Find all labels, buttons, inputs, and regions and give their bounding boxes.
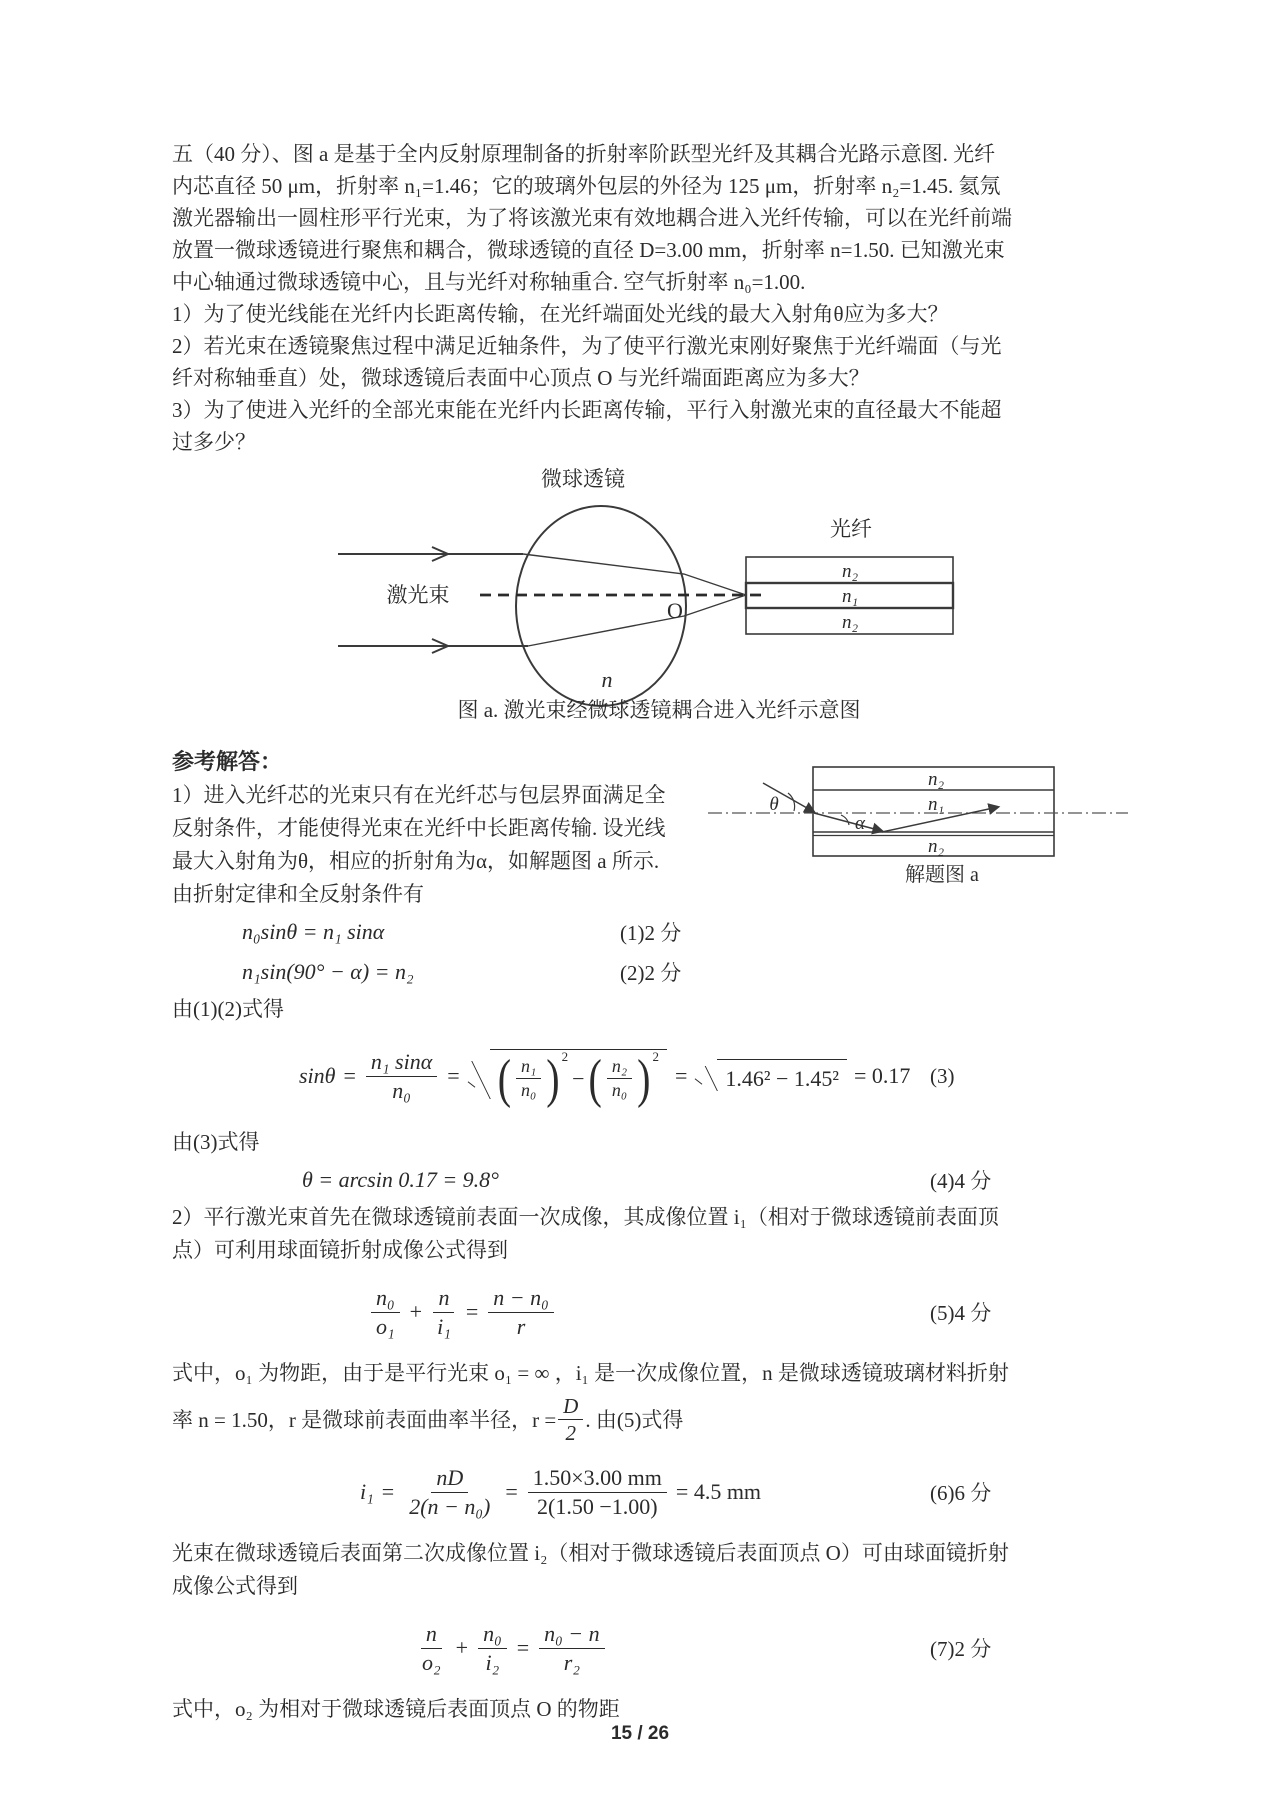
exponent: 2 <box>652 1048 659 1064</box>
cladding-label: n₂ <box>927 836 945 857</box>
close-paren: ) <box>637 1047 651 1109</box>
equation-6-tag: (6)6 分 <box>930 1481 992 1506</box>
equation-3-tag: (3) <box>930 1063 955 1088</box>
eq3-lhs: sinθ <box>299 1063 336 1088</box>
solution-line: 式中，o₂ 为相对于微球透镜后表面顶点 O 的物距 <box>172 1697 620 1722</box>
equation-1-body: n₀sinθ = n₁ sinα <box>242 919 385 944</box>
equation-7-body <box>415 1621 607 1675</box>
solution-line: 2）平行激光束首先在微球透镜前表面一次成像，其成像位置 i₁（相对于微球透镜前表面顶 <box>172 1205 999 1229</box>
radical: 1.46² − 1.45² <box>695 1059 847 1094</box>
fraction: $\frac{\text{n₁ sinα}}{\text{n₀}}$ <box>366 1049 437 1103</box>
minus-sign: − <box>572 1065 585 1091</box>
fraction: $\frac{\text{n₂}}{\text{n₀}}$ <box>607 1056 632 1100</box>
fiber-core-label: n₁ <box>841 586 859 607</box>
radical <box>468 1047 667 1109</box>
vertex-o-label: O <box>667 598 683 623</box>
equals-sign: = <box>447 1063 460 1088</box>
fraction: $\frac{\text{n₁}}{\text{n₀}}$ <box>516 1056 541 1100</box>
fraction: $\frac{n}{\text{o₂}}$ <box>422 1621 441 1675</box>
problem-line: 中心轴通过微球透镜中心，且与光纤对称轴重合. 空气折射率 n₀=1.00. <box>172 270 806 294</box>
solution-line: 点）可利用球面镜折射成像公式得到 <box>172 1238 508 1262</box>
problem-line: 过多少？ <box>172 430 256 454</box>
equation-4-body: θ = arcsin 0.17 = 9.8° <box>302 1167 499 1192</box>
fraction: $\frac{\text{n₀}}{\text{i₂}}$ <box>478 1621 507 1675</box>
equation-2 <box>172 953 1128 991</box>
equation-6-body <box>360 1465 761 1519</box>
open-paren: ( <box>588 1047 602 1109</box>
equation-3-body <box>299 1047 911 1109</box>
solution-line: 式中，o₁ 为物距，由于是平行光束 o₁ = ∞ ，i₁ 是一次成像位置，n 是微球透镜玻璃材料折射 <box>172 1361 1009 1385</box>
problem-line: 放置一微球透镜进行聚焦和耦合，微球透镜的直径 D=3.00 mm，折射率 n=1.50. 已知激光束 <box>172 238 1005 262</box>
equation-1-tag: (1)2 分 <box>620 921 682 945</box>
solution-line: 由折射定律和全反射条件有 <box>172 882 424 906</box>
fraction: $\frac{n}{\text{i₁}}$ <box>432 1285 456 1339</box>
exponent: 2 <box>561 1048 569 1064</box>
equation-3 <box>172 1028 1128 1124</box>
problem-line: 1）为了使光线能在光纤内长距离传输，在光纤端面处光线的最大入射角θ应为多大？ <box>172 302 949 326</box>
fraction: $\frac{nD}{\text{2(n − n₀)}}$ <box>409 1465 491 1519</box>
equals-sign: = <box>381 1479 395 1505</box>
lens-index-label: n <box>601 667 613 692</box>
fraction: $\frac{\text{n₀}}{\text{o₁}}$ <box>371 1285 400 1339</box>
problem-statement <box>172 138 1128 458</box>
equation-4-tag: (4)4 分 <box>930 1169 992 1193</box>
alpha-label: α <box>855 813 865 834</box>
equals-sign: = <box>505 1479 518 1505</box>
problem-line: 五（40 分）、图 a 是基于全内反射原理制备的折射率阶跃型光纤及其耦合光路示意图. 光纤 <box>172 142 996 166</box>
figure-a-caption: 图 a. 激光束经微球透镜耦合进入光纤示意图 <box>457 698 861 722</box>
equation-4 <box>172 1161 1128 1199</box>
cladding-label: n₂ <box>927 769 945 790</box>
equation-7 <box>172 1605 1128 1691</box>
laser-beam-label: 激光束 <box>386 583 450 607</box>
solution-line: 成像公式得到 <box>172 1574 298 1599</box>
fiber-cladding-label: n₂ <box>841 561 859 582</box>
refracted-ray-lower <box>528 595 746 646</box>
solution-line-with-fraction <box>172 1394 1128 1445</box>
theta-angle-arc <box>788 793 795 811</box>
equation-5-body <box>369 1285 556 1339</box>
problem-line: 激光器输出一圆柱形平行光束，为了将该激光束有效地耦合进入光纤传输，可以在光纤前端 <box>172 206 1012 230</box>
problem-line: 2）若光束在透镜聚焦过程中满足近轴条件，为了使平行激光束刚好聚焦于光纤端面（与光 <box>172 334 1002 358</box>
page-number: 15 / 26 <box>610 1723 670 1744</box>
equation-6 <box>172 1449 1128 1535</box>
lens-label: 微球透镜 <box>541 467 625 491</box>
equation-2-tag: (2)2 分 <box>620 961 682 985</box>
text-before-fraction: 率 n = 1.50，r 是微球前表面曲率半径，r = <box>172 1407 557 1432</box>
derivation-note: 由(1)(2)式得 <box>172 997 284 1021</box>
equation-7-tag: (7)2 分 <box>930 1637 992 1662</box>
solution-line: 反射条件，才能使得光束在光纤中长距离传输. 设光线 <box>172 816 666 840</box>
open-paren: ( <box>497 1047 512 1109</box>
problem-line: 纤对称轴垂直）处，微球透镜后表面中心顶点 O 与光纤端面距离应为多大？ <box>172 366 870 390</box>
eq6-result: = 4.5 mm <box>675 1479 762 1505</box>
close-paren: ) <box>546 1047 560 1109</box>
figure-a <box>330 458 1030 745</box>
core-label: n₁ <box>927 794 945 815</box>
fiber-label: 光纤 <box>830 517 872 541</box>
text-after-fraction: . 由(5)式得 <box>585 1407 684 1432</box>
solution-line: 1）进入光纤芯的光束只有在光纤芯与包层界面满足全 <box>172 783 666 807</box>
solution-figure-a <box>708 765 1128 893</box>
plus-sign: + <box>455 1635 469 1661</box>
equation-2-body: n₁sin(90° − α) = n₂ <box>242 959 414 984</box>
equals-sign: = <box>465 1299 479 1324</box>
theta-label: θ <box>769 794 779 815</box>
problem-line: 3）为了使进入光纤的全部光束能在光纤内长距离传输，平行入射激光束的直径最大不能超 <box>172 398 1002 422</box>
eq6-lhs: i₁ <box>360 1479 374 1505</box>
eq3-result: = 0.17 <box>854 1063 911 1088</box>
derivation-note: 由(3)式得 <box>172 1130 260 1154</box>
page-content <box>172 138 1128 1726</box>
solution-line: 最大入射角为θ，相应的折射角为α，如解题图 a 所示. <box>172 849 660 873</box>
solution-line: 光束在微球透镜后表面第二次成像位置 i₂（相对于微球透镜后表面顶点 O）可由球面镜折射 <box>172 1541 1009 1566</box>
equals-sign: = <box>516 1635 530 1661</box>
refracted-ray-upper <box>523 554 746 595</box>
fiber-cladding-label: n₂ <box>841 612 859 633</box>
plus-sign: + <box>409 1299 423 1324</box>
fraction: $\frac{1.50\times 3.00 mm}{2(1.50 -1.00)}$ <box>528 1465 667 1519</box>
equals-sign: = <box>343 1063 356 1088</box>
problem-line: 内芯直径 50 μm，折射率 n₁=1.46；它的玻璃外包层的外径为 125 μm，折射率 n₂=1.45. 氦氖 <box>172 174 1001 198</box>
fraction: $\frac{\text{n₀ − n}}{\text{r₂}}$ <box>539 1621 605 1675</box>
equation-5 <box>172 1269 1128 1355</box>
fraction: $\frac{\text{n − n₀}}{r}$ <box>488 1285 554 1339</box>
fraction: $\frac{D}{2}$ <box>558 1394 583 1445</box>
equation-5-tag: (5)4 分 <box>930 1301 992 1325</box>
solution-heading: 参考解答： <box>172 749 283 774</box>
solution-part1 <box>172 769 1128 911</box>
equation-1 <box>172 913 1128 951</box>
solution-figure-caption: 解题图 a <box>905 864 979 886</box>
equals-sign: = <box>674 1063 688 1088</box>
